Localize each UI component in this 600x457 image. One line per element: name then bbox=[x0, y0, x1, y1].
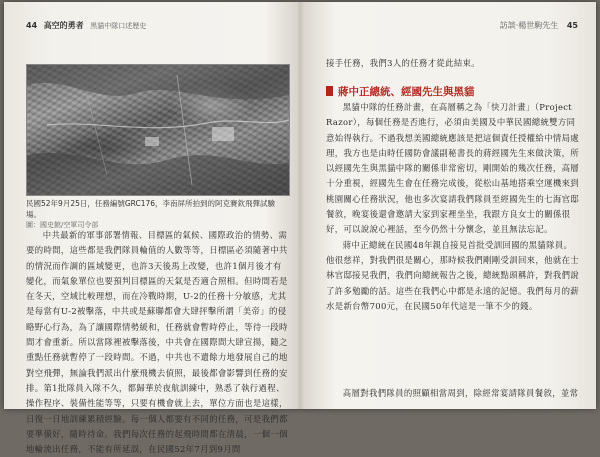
photo-caption-text: 民國52年9月25日，任務編號GRC176，李南屏所拍到的阿克賽欽飛彈試驗場。 bbox=[26, 199, 276, 219]
right-tail-text bbox=[326, 386, 580, 401]
right-page bbox=[300, 2, 596, 409]
left-page-header bbox=[26, 20, 146, 31]
intro-paragraph: 接手任務，我們3人的任務才從此結束。 bbox=[326, 58, 481, 68]
right-paragraph: 黑貓中隊的任務計畫，在高層稱之為「快刀計畫」（Project Razor），每個任務是否進行，必須由美國及中華民國總統雙方同意始得執行。不過我想美國總統應該是把這個責任授權給中情局處理，我方也是由時任國防會議副秘書長的蔣經國先生來做決策，所以經國先生與黑貓中隊的關係非常密切，剛開始的幾次任務，高層十分重視，經國先生會在任務完成後，從松山基地搭乘空運機來到桃園關心任務狀況，他也多次宴請我們隊員至經國先生的七海官邸餐敘，晚宴後還會邀請大家到家裡坐坐，我跟方良女士的關係很好，可以說說心裡話，至今仍然十分懷念，並且無法忘記。 bbox=[326, 102, 580, 235]
photo-source: 圖：國史館/空軍司令部 bbox=[26, 221, 99, 229]
tail-paragraph: 高層對我們隊員的照顧相當周到，除經常宴請隊員餐敘，並常 bbox=[342, 388, 579, 398]
heading-bullet-icon bbox=[326, 86, 333, 96]
right-intro-text bbox=[326, 56, 580, 71]
left-paragraph: 中共最新的軍事部署情報、目標區的氣候、國際政治的情勢、需要的時間，這些都是我們隊員輪值的人數等等，日標區必須隨著中共的情況而作調的區域變更，也許3天後馬上改變，也許1個月後才有變化，而氣象單位也要預判目標區的天氣是否適合照相。但時間若是在冬天，空域比較理想，而在冷戰時期，U-2的任務十分敏感，尤其是每當有U-2被擊落，中共或是蘇聯都會大肆抨擊所謂「美帝」的侵略野心行為，為了讓國際情勢緩和，任務就會暫時停止，等待一段時間才會重新。所以當隊裡被擊落後，中共會在國際間大肆宣揚，隨之重點任務就暫停了一段時間。不過，中共也不遺餘力地發展自己的地對空飛彈，無論我們派出什麼飛機去偵照，最後都會影響到任務的安排。第1批隊員入隊不久，都歸華於夜航訓練中，熟悉了執行過程、操作程序、裝備性能等等，只要有機會就上去，單位方面也是這樣，日復一日地訓練累積經驗。每一個人都要有不同的任務，可是我們都要準備好，隨時待命。我們每次任務的起飛時間都在清晨，一個一個地輪流出任務，不能有所延誤，在民國52年7月到9月間 bbox=[26, 230, 288, 455]
left-body-text bbox=[26, 228, 288, 457]
book-spread bbox=[4, 2, 596, 455]
right-page-number: 45 bbox=[566, 21, 578, 30]
right-body-text bbox=[326, 100, 580, 314]
book-title: 高空的勇者 bbox=[43, 21, 84, 30]
right-page-header bbox=[500, 20, 578, 31]
satellite-photo bbox=[26, 64, 290, 196]
left-page bbox=[4, 2, 300, 455]
section-heading bbox=[326, 84, 475, 99]
chapter-title: 訪談‧楊世駒先生 bbox=[499, 21, 559, 30]
book-subtitle: 黑貓中隊口述歷史 bbox=[90, 22, 147, 30]
terrain-graphic bbox=[27, 65, 289, 195]
right-paragraph-2: 蔣中正總統在民國48年親自接見首批受訓回國的黑貓隊員。他很慈祥，對我們很是關心，那時候我們剛剛受訓回來，他就在士林官邸接見我們，我們向總統報告之後，總統點頭稱許，對我們說了許多勉勵的話。這些在我們心中都是永遠的記憶。我們每月的薪水是新台幣700元，在民國50年代這是一筆不少的錢。 bbox=[326, 239, 580, 311]
left-page-number: 44 bbox=[26, 21, 38, 30]
photo-caption bbox=[26, 198, 288, 231]
section-heading-text: 蔣中正總統、經國先生與黑貓 bbox=[338, 86, 475, 98]
